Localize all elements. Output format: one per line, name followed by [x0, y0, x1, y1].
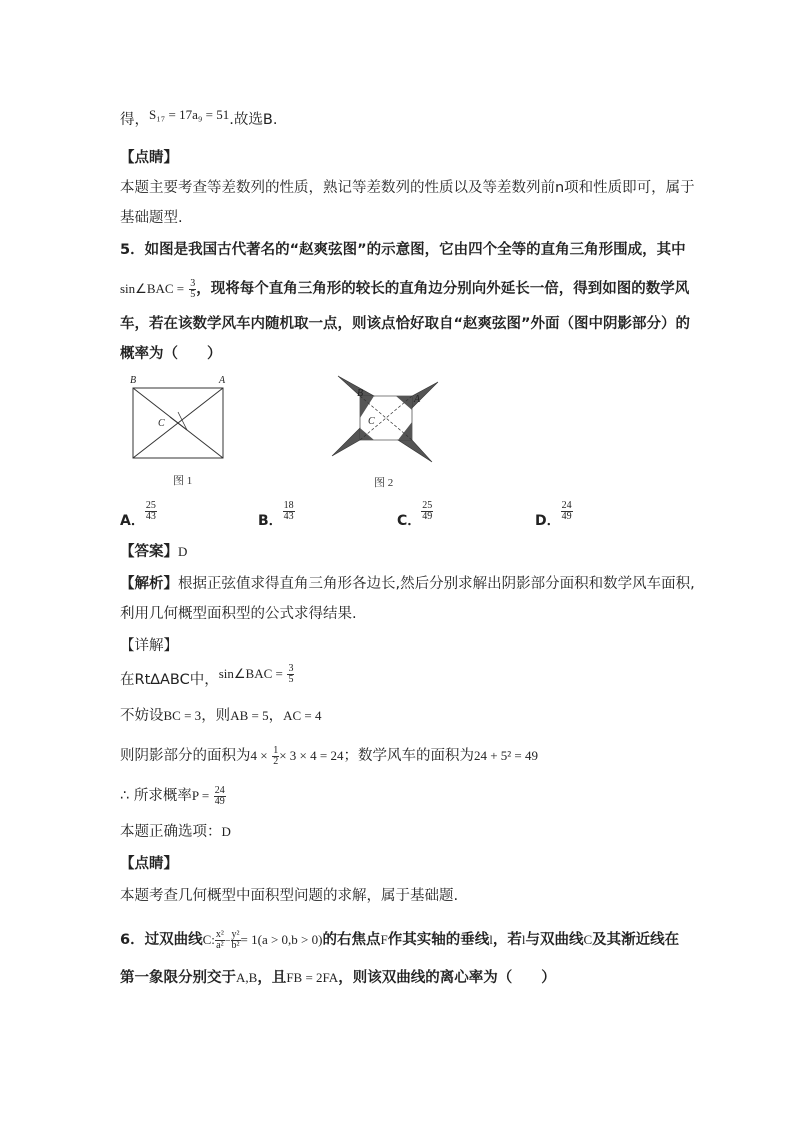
- question-5-stem: 5．如图是我国古代著名的“赵爽弦图”的示意图，它由四个全等的直角三角形围成，其中: [120, 242, 686, 258]
- detail-line-4: ∴ 所求概率P = $\frac{24}{49}$: [120, 784, 225, 807]
- fraction-x2-a2: $\frac{\text{x²}}{\text{a²}}$: [215, 928, 224, 951]
- fraction-y2-b2: $\frac{\text{y²}}{\text{b²}}$: [231, 928, 240, 951]
- formula-sin-bac: sin∠BAC =: [218, 666, 283, 681]
- option-b: B． $\frac{18}{43}$: [258, 499, 294, 529]
- dianjing-text: 本题主要考查等差数列的性质，熟记等差数列的性质以及等差数列前n项和性质即可，属于: [120, 180, 695, 196]
- vertex-label-a: A: [414, 394, 421, 405]
- dianjing-text: 本题考查几何概型中面积型问题的求解，属于基础题.: [120, 888, 459, 904]
- figure-2-caption: 图 2: [374, 477, 394, 489]
- option-c-fraction: $\frac{25}{49}$: [422, 499, 433, 522]
- answer-value: D: [178, 544, 188, 559]
- fraction-3-5: $\frac{3}{5}$: [190, 277, 196, 300]
- fraction-1-2: $\frac{1}{2}$: [273, 744, 279, 767]
- analysis-line: 【解析】根据正弦值求得直角三角形各边长,然后分别求解出阴影部分面积和数学风车面积,: [120, 576, 695, 592]
- question-6-stem: 第一象限分别交于A,B，且FB = 2FA，则该双曲线的离心率为（ ）: [120, 970, 556, 986]
- answer-label: 【答案】: [120, 544, 178, 560]
- formula-sin-bac: sin∠BAC =: [120, 281, 185, 296]
- detail-line-3: 则阴影部分的面积为4 × $\frac{1}{2}$ × 3 × 4 = 24；数学风车的面积为24 + 5² = 49: [120, 744, 539, 767]
- fraction-24-49: $\frac{24}{49}$: [214, 784, 225, 807]
- option-a: A． $\frac{25}{43}$: [120, 499, 156, 529]
- option-a-fraction: $\frac{25}{43}$: [145, 499, 156, 522]
- analysis-label: 【解析】: [120, 576, 178, 592]
- detail-line-1: 在Rt∆ABC中，sin∠BAC = $\frac{3}{5}$: [120, 662, 294, 688]
- section-heading-detail: 【详解】: [120, 638, 178, 654]
- answer-line: [120, 540, 187, 561]
- question-5-stem: sin∠BAC = $\frac{3}{5}$ ，现将每个直角三角形的较长的直角边分别向外延长一倍，得到如图的数学风: [120, 277, 690, 300]
- detail-line-5: 本题正确选项：D: [120, 824, 231, 840]
- vertex-label-a: A: [219, 375, 226, 386]
- question-6-stem: 6．过双曲线C: $\frac{\text{x²}}{\text{a²}}$ − $\frac{\text{y²}}{\text{b²}}$ = 1(a > 0,b > 0)的右焦点F作其实轴的垂线l，若l与双曲线C及其渐近线在: [120, 928, 680, 951]
- fraction-3-5: $\frac{3}{5}$: [288, 662, 294, 685]
- vertex-label-c: C: [368, 416, 375, 427]
- vertex-label-b: B: [357, 388, 364, 399]
- figure-1-caption: 图 1: [173, 475, 193, 487]
- analysis-line: 利用几何概型面积型的公式求得结果.: [120, 606, 357, 622]
- solution-line-sum: 得，S₁₇ = 17a₉ = 51.故选B.: [120, 107, 278, 128]
- option-d: D． $\frac{24}{49}$: [535, 499, 572, 529]
- question-5-stem: 概率为（ ）: [120, 346, 222, 362]
- option-c: C． $\frac{25}{49}$: [397, 499, 433, 529]
- vertex-label-b: B: [130, 375, 137, 386]
- figure-1-zhao-shuang-diagram: [125, 372, 235, 464]
- figure-2-math-windmill: [328, 372, 440, 464]
- option-b-fraction: $\frac{18}{43}$: [283, 499, 294, 522]
- option-d-fraction: $\frac{24}{49}$: [561, 499, 572, 522]
- dianjing-text: 基础题型.: [120, 210, 183, 226]
- question-5-stem: 车，若在该数学风车内随机取一点，则该点恰好取自“赵爽弦图”外面（图中阴影部分）的: [120, 316, 691, 332]
- detail-line-2: 不妨设BC = 3，则AB = 5，AC = 4: [120, 708, 322, 724]
- formula-s17: S₁₇ = 17a₉ = 51: [149, 107, 230, 122]
- section-heading-dianjing: 【点睛】: [120, 150, 178, 166]
- section-heading-dianjing: 【点睛】: [120, 856, 178, 872]
- vertex-label-c: C: [158, 418, 165, 429]
